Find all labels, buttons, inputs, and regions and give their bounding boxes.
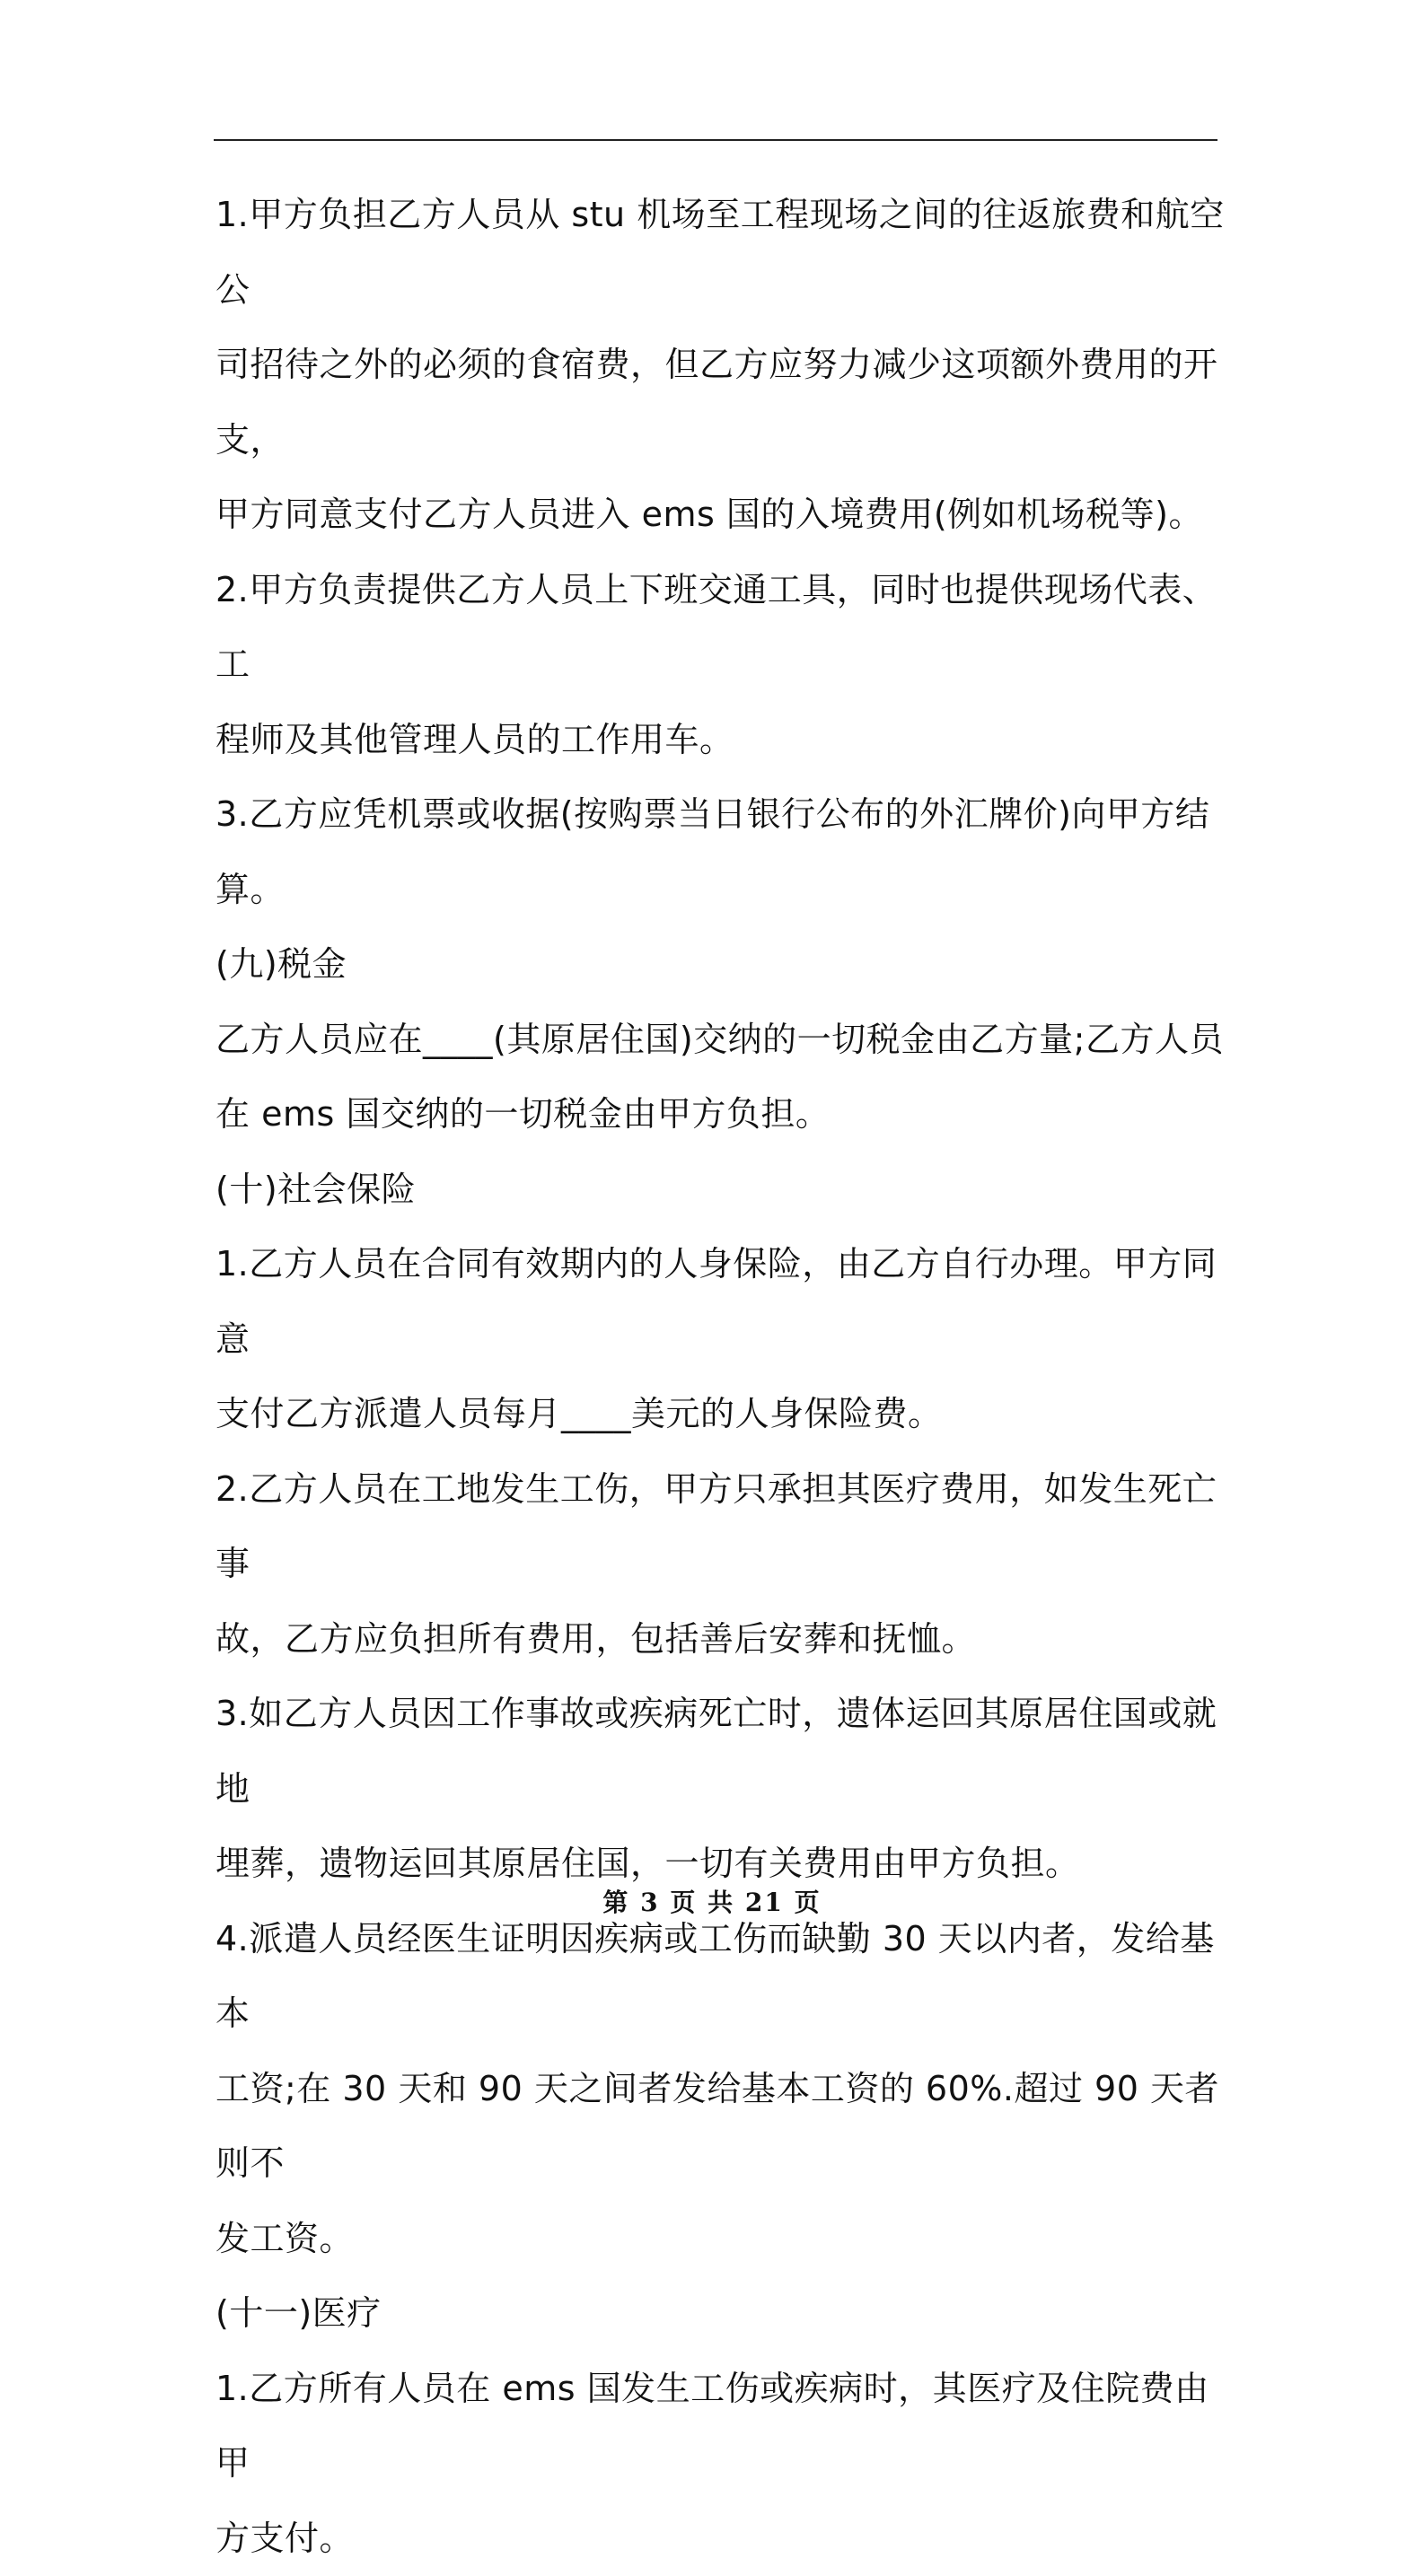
text-line: 1.乙方所有人员在 ems 国发生工伤或疾病时，其医疗及住院费由甲 <box>215 2352 1230 2502</box>
text-line: 3.乙方应凭机票或收据(按购票当日银行公布的外汇牌价)向甲方结算。 <box>215 777 1230 927</box>
text-line: 2.甲方负责提供乙方人员上下班交通工具，同时也提供现场代表、工 <box>215 553 1230 703</box>
text-line: 埋葬，遗物运回其原居住国，一切有关费用由甲方负担。 <box>215 1827 1230 1902</box>
text-line: 甲方同意支付乙方人员进入 ems 国的入境费用(例如机场税等)。 <box>215 478 1230 553</box>
text-line: 工资;在 30 天和 90 天之间者发给基本工资的 60%.超过 90 天者则不 <box>215 2052 1230 2202</box>
header-rule <box>214 139 1217 141</box>
footer-label-total: 共 <box>708 1888 734 1917</box>
text-line: 在 ems 国交纳的一切税金由甲方负担。 <box>215 1077 1230 1152</box>
section-heading-tax: (九)税金 <box>215 927 1230 1003</box>
footer-label-total-unit: 页 <box>795 1888 822 1917</box>
text-line: 发工资。 <box>215 2202 1230 2277</box>
text-line: 1.乙方人员在合同有效期内的人身保险，由乙方自行办理。甲方同意 <box>215 1227 1230 1377</box>
text-line: 4.派遣人员经医生证明因疾病或工伤而缺勤 30 天以内者，发给基本 <box>215 1902 1230 2052</box>
text-line: 乙方人员应在____(其原居住国)交纳的一切税金由乙方量;乙方人员 <box>215 1003 1230 1078</box>
document-body <box>215 178 1230 2576</box>
text-line: 1.甲方负担乙方人员从 stu 机场至工程现场之间的往返旅费和航空公 <box>215 178 1230 328</box>
text-line: 3.如乙方人员因工作事故或疾病死亡时，遗体运回其原居住国或就地 <box>215 1677 1230 1827</box>
footer-total-pages: 21 <box>745 1888 784 1917</box>
text-line: 方支付。 <box>215 2502 1230 2576</box>
section-heading-medical: (十一)医疗 <box>215 2276 1230 2352</box>
page-footer <box>0 1883 1424 1919</box>
text-line: 程师及其他管理人员的工作用车。 <box>215 703 1230 778</box>
text-line: 故，乙方应负担所有费用，包括善后安葬和抚恤。 <box>215 1602 1230 1678</box>
footer-label-page-unit: 页 <box>670 1888 697 1917</box>
footer-current-page: 3 <box>640 1888 659 1917</box>
text-line: 2.乙方人员在工地发生工伤，甲方只承担其医疗费用，如发生死亡事 <box>215 1452 1230 1602</box>
text-line: 司招待之外的必须的食宿费，但乙方应努力减少这项额外费用的开支， <box>215 328 1230 478</box>
section-heading-social-insurance: (十)社会保险 <box>215 1152 1230 1228</box>
footer-label-page: 第 <box>602 1888 629 1917</box>
text-line: 支付乙方派遣人员每月____美元的人身保险费。 <box>215 1377 1230 1452</box>
